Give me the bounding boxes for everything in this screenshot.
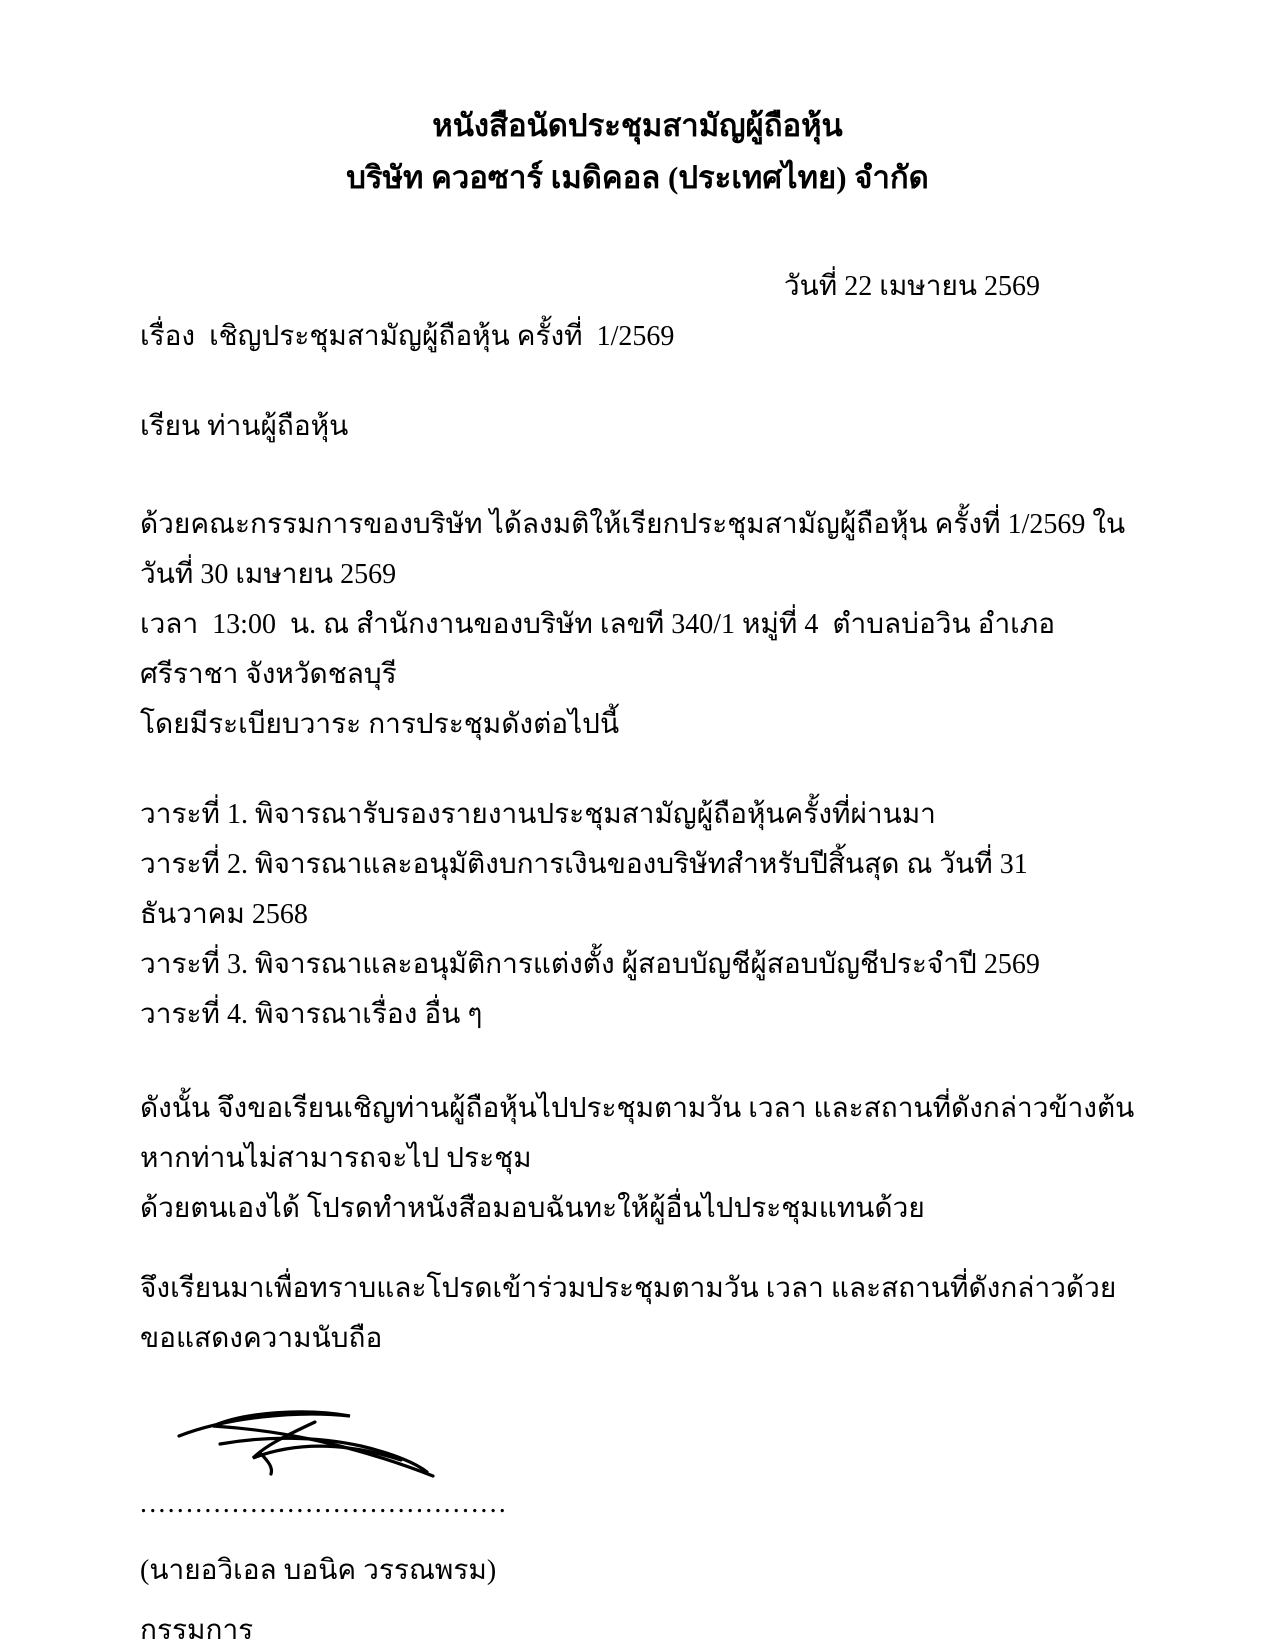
invitation-line-1: ดังนั้น จึงขอเรียนเชิญท่านผู้ถือหุ้นไปประชุมตามวัน เวลา และสถานที่ดังกล่าวข้างต้น หากท่านไม่สามารถจะไป ประชุม xyxy=(140,1093,1142,1174)
agenda-item-2: วาระที่ 2. พิจารณาและอนุมัติงบการเงินของบริษัทสำหรับปีสิ้นสุด ณ วันที่ 31 ธันวาคม 2568 xyxy=(140,849,1035,930)
agenda-item-3: วาระที่ 3. พิจารณาและอนุมัติการแต่งตั้ง ผู้สอบบัญชีผู้สอบบัญชีประจำปี 2569 xyxy=(140,949,1040,980)
intro-paragraph xyxy=(140,500,1135,750)
letter-header xyxy=(140,100,1135,204)
invitation-line-2: ด้วยตนเองได้ โปรดทำหนังสือมอบฉันทะให้ผู้อื่นไปประชุมแทนด้วย xyxy=(140,1193,925,1224)
signature-block xyxy=(140,1420,1135,1540)
intro-line-1: ด้วยคณะกรรมการของบริษัท ได้ลงมติให้เรียกประชุมสามัญผู้ถือหุ้น ครั้งที่ 1/2569 ในวันที่ 30 เมษายน 2569 xyxy=(140,509,1126,590)
salutation-line: เรียน ท่านผู้ถือหุ้น xyxy=(140,411,349,442)
agenda-item-1: วาระที่ 1. พิจารณารับรองรายงานประชุมสามัญผู้ถือหุ้นครั้งที่ผ่านมา xyxy=(140,799,936,830)
intro-line-2: เวลา 13:00 น. ณ สำนักงานของบริษัท เลขที 340/1 หมู่ที่ 4 ตำบลบ่อวิน อำเภอศรีราชา จังหวัดชลบุรี xyxy=(140,609,1056,690)
regards-line: ขอแสดงความนับถือ xyxy=(140,1323,383,1354)
subject-line: เรื่อง เชิญประชุมสามัญผู้ถือหุ้น ครั้งที่ 1/2569 xyxy=(140,321,675,352)
signatory-name: (นายอวิเอล บอนิค วรรณพรม) xyxy=(140,1555,497,1586)
closing-line: จึงเรียนมาเพื่อทราบและโปรดเข้าร่วมประชุมตามวัน เวลา และสถานที่ดังกล่าวด้วย xyxy=(140,1273,1117,1304)
handwritten-signature xyxy=(165,1402,495,1502)
agenda-item-4: วาระที่ 4. พิจารณาเรื่อง อื่น ๆ xyxy=(140,999,483,1030)
letter-title: หนังสือนัดประชุมสามัญผู้ถือหุ้น xyxy=(432,108,843,143)
agenda-list xyxy=(140,790,1135,1040)
intro-line-3: โดยมีระเบียบวาระ การประชุมดังต่อไปนี้ xyxy=(140,709,620,740)
date-line: วันที่ 22 เมษายน 2569 xyxy=(783,271,1040,302)
signature-dotted-line: ........................................ xyxy=(140,1488,508,1519)
signatory-title: กรรมการ xyxy=(140,1615,254,1646)
invitation-paragraph xyxy=(140,1084,1142,1234)
company-name: บริษัท ควอซาร์ เมดิคอล (ประเทศไทย) จำกัด xyxy=(346,160,929,195)
